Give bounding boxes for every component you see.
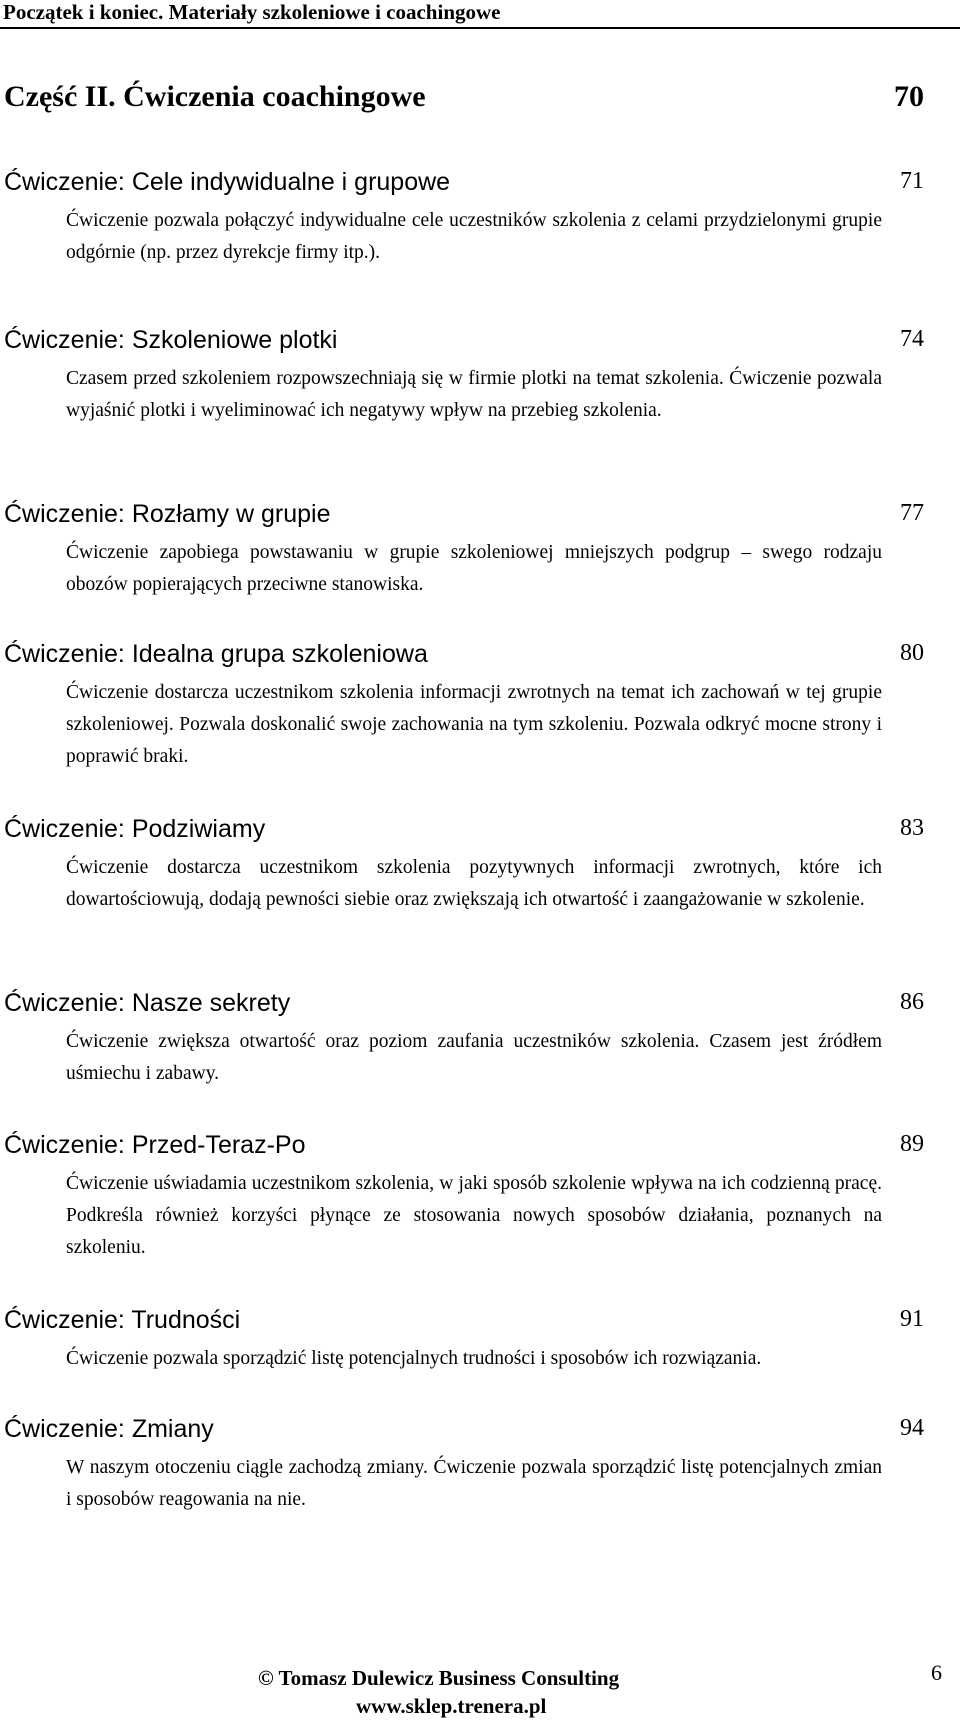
entry-page-number[interactable]: 91 [900, 1306, 924, 1332]
entry-page-number[interactable]: 71 [900, 168, 924, 194]
entry-description: Ćwiczenie dostarcza uczestnikom szkolenia pozytywnych informacji zwrotnych, które ich dowartościowują, dodają pewności siebie oraz zwiększają ich otwartość i zaangażowanie w szkolenie. [66, 857, 882, 910]
entry-description: W naszym otoczeniu ciągle zachodzą zmiany. Ćwiczenie pozwala sporządzić listę potencjalnych zmian i sposobów reagowania na nie. [66, 1457, 882, 1510]
header-title: Początek i koniec. Materiały szkoleniowe i coachingowe [3, 0, 501, 24]
entry-title[interactable]: Ćwiczenie: Podziwiamy [4, 815, 266, 843]
entry-page-number[interactable]: 83 [900, 815, 924, 841]
entry-page-number[interactable]: 89 [900, 1131, 924, 1157]
entry-description: Ćwiczenie zwiększa otwartość oraz poziom zaufania uczestników szkolenia. Czasem jest źródłem uśmiechu i zabawy. [66, 1031, 882, 1084]
entry-page-number[interactable]: 94 [900, 1415, 924, 1441]
entry-description: Ćwiczenie pozwala połączyć indywidualne cele uczestników szkolenia z celami przydzielonymi grupie odgórnie (np. przez dyrekcje firmy itp.). [66, 210, 882, 263]
entry-page-number[interactable]: 86 [900, 989, 924, 1015]
footer-website-link[interactable]: www.sklep.trenera.pl [356, 1694, 547, 1718]
page-header [0, 0, 960, 27]
entry-page-number[interactable]: 77 [900, 500, 924, 526]
entry-page-number[interactable]: 74 [900, 326, 924, 352]
entry-title[interactable]: Ćwiczenie: Przed-Teraz-Po [4, 1131, 306, 1159]
entry-description: Ćwiczenie uświadamia uczestnikom szkolenia, w jaki sposób szkolenie wpływa na ich codzienną pracę. Podkreśla również korzyści płynące ze stosowania nowych sposobów działania, poznanych na szkoleniu. [66, 1173, 882, 1258]
entry-description: Ćwiczenie dostarcza uczestnikom szkolenia informacji zwrotnych na temat ich zachowań w tej grupie szkoleniowej. Pozwala doskonalić swoje zachowania na tym szkoleniu. Pozwala odkryć mocne strony i poprawić braki. [66, 682, 882, 767]
entry-title[interactable]: Ćwiczenie: Szkoleniowe plotki [4, 326, 338, 354]
entry-description: Ćwiczenie zapobiega powstawaniu w grupie szkoleniowej mniejszych podgrup – swego rodzaju obozów popierających przeciwne stanowiska. [66, 542, 882, 595]
section-title: Część II. Ćwiczenia coachingowe [4, 80, 426, 113]
entry-page-number[interactable]: 80 [900, 640, 924, 666]
entry-title[interactable]: Ćwiczenie: Zmiany [4, 1415, 214, 1443]
entry-title[interactable]: Ćwiczenie: Idealna grupa szkoleniowa [4, 640, 428, 668]
entry-description: Ćwiczenie pozwala sporządzić listę potencjalnych trudności i sposobów ich rozwiązania. [66, 1348, 762, 1369]
footer-copyright: © Tomasz Dulewicz Business Consulting [258, 1666, 620, 1690]
entry-title[interactable]: Ćwiczenie: Cele indywidualne i grupowe [4, 168, 451, 196]
entry-title[interactable]: Ćwiczenie: Rozłamy w grupie [4, 500, 331, 528]
footer-page-number: 6 [931, 1660, 942, 1685]
header-rule [0, 27, 960, 29]
entry-title[interactable]: Ćwiczenie: Nasze sekrety [4, 989, 291, 1017]
entry-description: Czasem przed szkoleniem rozpowszechniają się w firmie plotki na temat szkolenia. Ćwiczenie pozwala wyjaśnić plotki i wyeliminować ich negatywy wpływ na przebieg szkolenia. [66, 368, 882, 421]
section-page-number: 70 [894, 80, 924, 113]
entry-title[interactable]: Ćwiczenie: Trudności [4, 1306, 241, 1334]
